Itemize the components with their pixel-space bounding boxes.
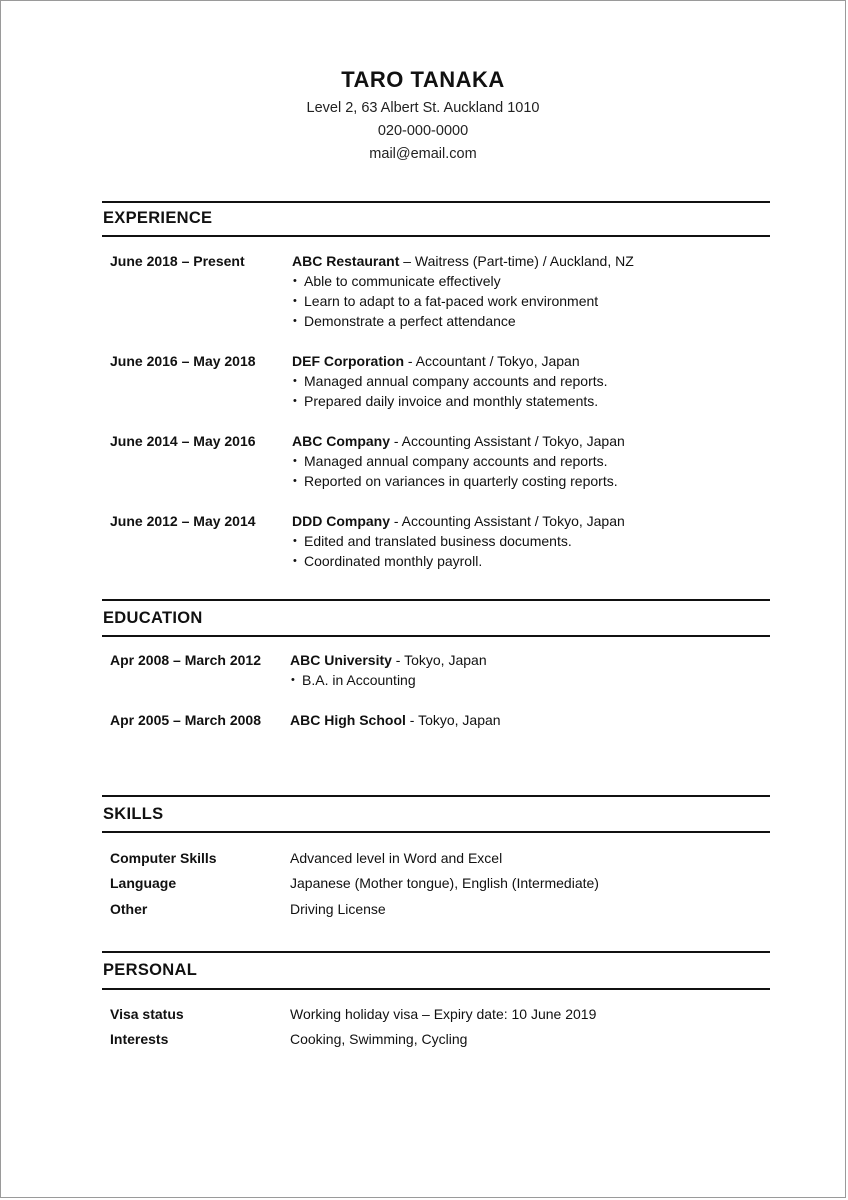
section-divider [102, 599, 770, 601]
entry-date: June 2012 – May 2014 [110, 513, 256, 529]
personal-value: Working holiday visa – Expiry date: 10 June 2019 [290, 1006, 597, 1022]
skill-value: Advanced level in Word and Excel [290, 850, 503, 866]
section-divider [102, 635, 770, 637]
bullet-list [290, 670, 770, 690]
contact-address: Level 2, 63 Albert St. Auckland 1010 [306, 100, 540, 116]
contact-phone: 020-000-0000 [377, 123, 469, 139]
personal-label: Interests [110, 1031, 169, 1047]
entry-organization: ABC High School [290, 712, 406, 728]
contact-email: mail@email.com [369, 146, 477, 162]
entry-date: June 2018 – Present [110, 253, 245, 269]
bullet-item: • Coordinated monthly payroll. [292, 551, 772, 571]
entry-date: Apr 2008 – March 2012 [110, 652, 261, 668]
bullet-item: • Edited and translated business documents. [292, 531, 772, 551]
section-divider [102, 988, 770, 990]
entry-organization: DDD Company [292, 513, 391, 529]
entry-date: June 2016 – May 2018 [110, 353, 256, 369]
entry-detail: - Accounting Assistant / Tokyo, Japan [390, 513, 625, 529]
section-divider [102, 795, 770, 797]
bullet-item: • Managed annual company accounts and reports. [292, 451, 772, 471]
entry-detail: – Waitress (Part-time) / Auckland, NZ [399, 253, 634, 269]
section-title: PERSONAL [103, 961, 198, 979]
section-divider [102, 831, 770, 833]
section-title: EDUCATION [103, 609, 203, 627]
bullet-list [292, 451, 772, 491]
entry-detail: - Accounting Assistant / Tokyo, Japan [390, 433, 625, 449]
bullet-list [292, 271, 772, 331]
bullet-item: • Reported on variances in quarterly costing reports. [292, 471, 772, 491]
bullet-item: • Prepared daily invoice and monthly statements. [292, 391, 772, 411]
bullet-item: • Managed annual company accounts and reports. [292, 371, 772, 391]
skill-value: Japanese (Mother tongue), English (Intermediate) [290, 875, 599, 891]
entry-detail: - Tokyo, Japan [391, 652, 487, 668]
section-title: SKILLS [103, 805, 164, 823]
skill-label: Other [110, 901, 148, 917]
section-title: EXPERIENCE [103, 209, 213, 227]
entry-organization: ABC Restaurant [292, 253, 400, 269]
skill-label: Computer Skills [110, 850, 217, 866]
entry-date: Apr 2005 – March 2008 [110, 712, 261, 728]
section-divider [102, 201, 770, 203]
section-divider [102, 235, 770, 237]
bullet-list [292, 531, 772, 571]
bullet-item: • B.A. in Accounting [290, 670, 770, 690]
skill-value: Driving License [290, 901, 386, 917]
entry-date: June 2014 – May 2016 [110, 433, 256, 449]
entry-organization: DEF Corporation [292, 353, 404, 369]
bullet-item: • Demonstrate a perfect attendance [292, 311, 772, 331]
bullet-list [292, 371, 772, 411]
entry-organization: ABC Company [292, 433, 391, 449]
personal-label: Visa status [110, 1006, 184, 1022]
section-divider [102, 951, 770, 953]
bullet-item: • Learn to adapt to a fat-paced work environment [292, 291, 772, 311]
skill-label: Language [110, 875, 177, 891]
entry-detail: - Accountant / Tokyo, Japan [404, 353, 580, 369]
resume-name: TARO TANAKA [341, 67, 505, 92]
bullet-item: • Able to communicate effectively [292, 271, 772, 291]
personal-value: Cooking, Swimming, Cycling [290, 1031, 468, 1047]
entry-organization: ABC University [290, 652, 392, 668]
entry-detail: - Tokyo, Japan [405, 712, 501, 728]
